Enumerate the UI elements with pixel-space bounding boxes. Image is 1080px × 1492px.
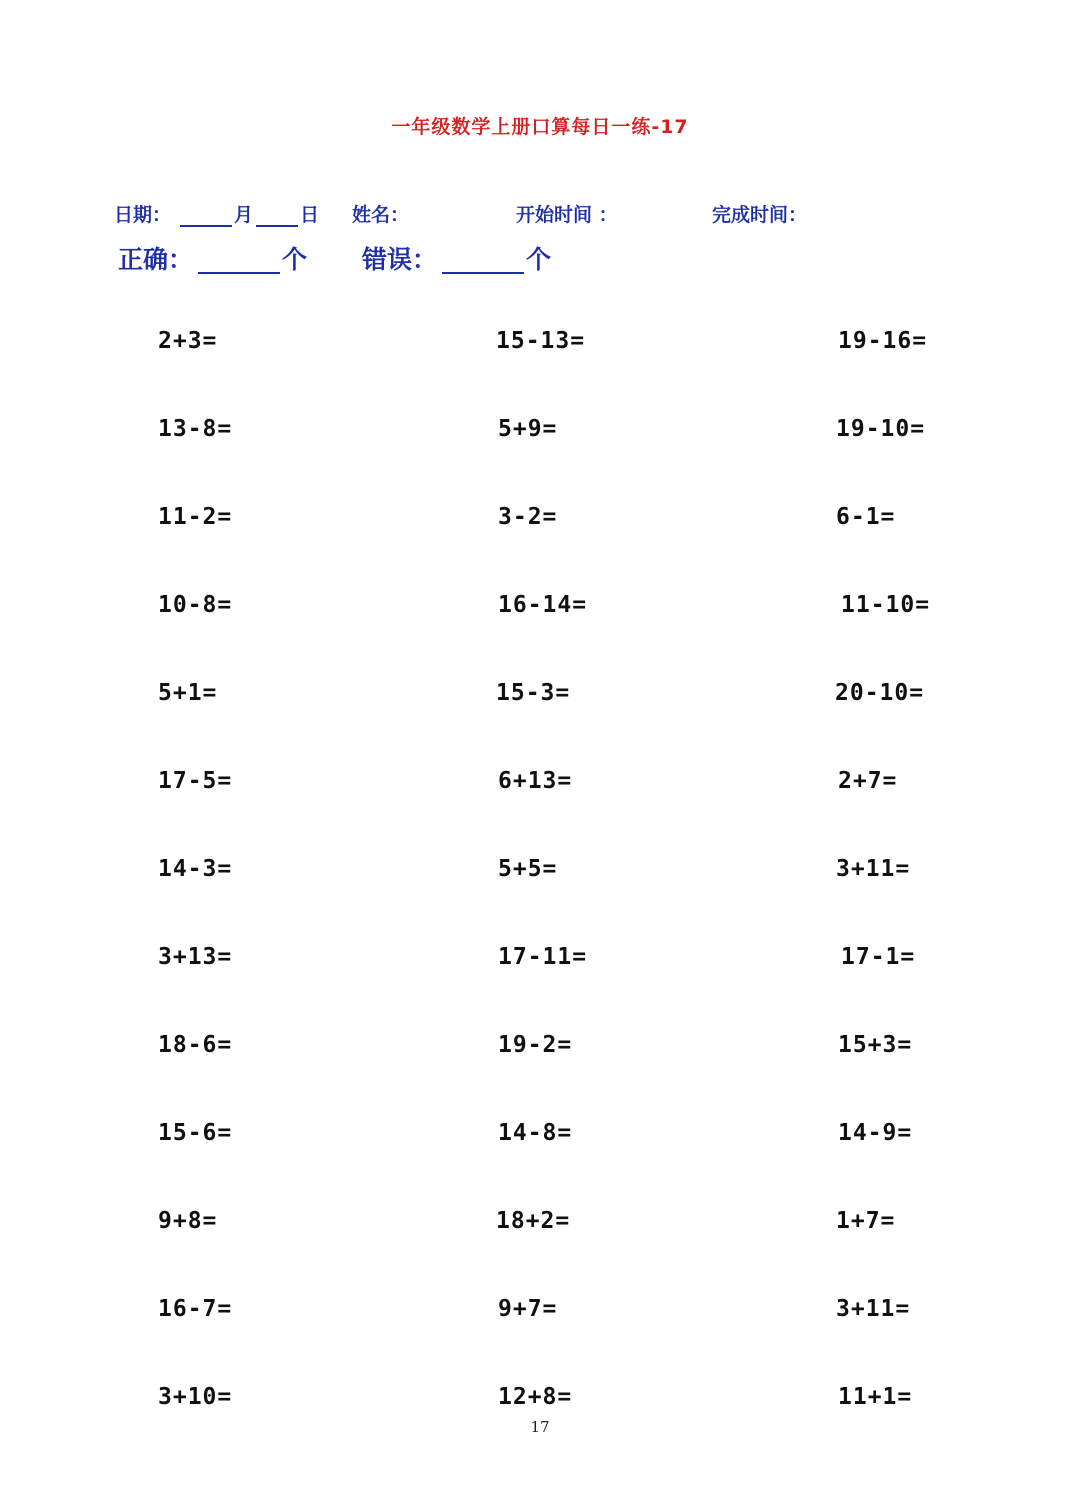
problem-row bbox=[0, 416, 1080, 456]
problem-row bbox=[0, 1296, 1080, 1336]
problem: 11-10= bbox=[841, 592, 931, 618]
problem-row bbox=[0, 1032, 1080, 1072]
correct-unit: 个 bbox=[282, 245, 308, 274]
problem: 12+8= bbox=[498, 1384, 573, 1410]
problem: 11+1= bbox=[838, 1384, 913, 1410]
problem: 6+13= bbox=[498, 768, 573, 794]
problem: 3+13= bbox=[158, 944, 233, 970]
month-label: 月 bbox=[234, 204, 254, 226]
problem: 3+11= bbox=[836, 856, 911, 882]
problem: 3-2= bbox=[498, 504, 558, 530]
problem: 14-9= bbox=[838, 1120, 913, 1146]
problem: 19-16= bbox=[838, 328, 928, 354]
finish-time-label: 完成时间： bbox=[712, 204, 808, 226]
problem: 18+2= bbox=[496, 1208, 571, 1234]
problem: 20-10= bbox=[835, 680, 925, 706]
problem-row bbox=[0, 1120, 1080, 1160]
problem-row bbox=[0, 592, 1080, 632]
problem: 5+1= bbox=[158, 680, 218, 706]
start-time-label: 开始时间 ： bbox=[516, 204, 618, 226]
correct-label: 正确： bbox=[118, 245, 194, 274]
wrong-label: 错误： bbox=[362, 245, 438, 274]
problem: 16-7= bbox=[158, 1296, 233, 1322]
problem: 5+5= bbox=[498, 856, 558, 882]
problem: 11-2= bbox=[158, 504, 233, 530]
month-blank[interactable] bbox=[180, 224, 232, 227]
problem: 5+9= bbox=[498, 416, 558, 442]
problem: 15-6= bbox=[158, 1120, 233, 1146]
problem: 9+8= bbox=[158, 1208, 218, 1234]
worksheet-title: 一年级数学上册口算每日一练-17 bbox=[391, 116, 689, 138]
problem: 3+11= bbox=[836, 1296, 911, 1322]
problem: 3+10= bbox=[158, 1384, 233, 1410]
problem: 16-14= bbox=[498, 592, 588, 618]
problem: 1+7= bbox=[836, 1208, 896, 1234]
problem-row bbox=[0, 328, 1080, 368]
problem-row bbox=[0, 680, 1080, 720]
problem: 2+7= bbox=[838, 768, 898, 794]
problem: 17-1= bbox=[841, 944, 916, 970]
problem-row bbox=[0, 1208, 1080, 1248]
day-blank[interactable] bbox=[256, 224, 298, 227]
day-label: 日 bbox=[300, 204, 320, 226]
problem: 9+7= bbox=[498, 1296, 558, 1322]
problem: 10-8= bbox=[158, 592, 233, 618]
problem: 19-2= bbox=[498, 1032, 573, 1058]
date-label: 日期： bbox=[114, 204, 172, 226]
problem: 2+3= bbox=[158, 328, 218, 354]
page-number: 17 bbox=[530, 1418, 550, 1436]
problem: 15-3= bbox=[496, 680, 571, 706]
problem: 13-8= bbox=[158, 416, 233, 442]
problem: 19-10= bbox=[836, 416, 926, 442]
problem: 6-1= bbox=[836, 504, 896, 530]
problem-row bbox=[0, 856, 1080, 896]
wrong-unit: 个 bbox=[526, 245, 552, 274]
problem: 17-5= bbox=[158, 768, 233, 794]
wrong-blank[interactable] bbox=[442, 271, 524, 274]
problem: 14-3= bbox=[158, 856, 233, 882]
problem: 18-6= bbox=[158, 1032, 233, 1058]
problem-row bbox=[0, 504, 1080, 544]
problem-row bbox=[0, 768, 1080, 808]
problem: 14-8= bbox=[498, 1120, 573, 1146]
problem: 15+3= bbox=[838, 1032, 913, 1058]
problem: 15-13= bbox=[496, 328, 586, 354]
problem-row bbox=[0, 944, 1080, 984]
problem: 17-11= bbox=[498, 944, 588, 970]
correct-blank[interactable] bbox=[198, 271, 280, 274]
name-label: 姓名： bbox=[352, 204, 410, 226]
